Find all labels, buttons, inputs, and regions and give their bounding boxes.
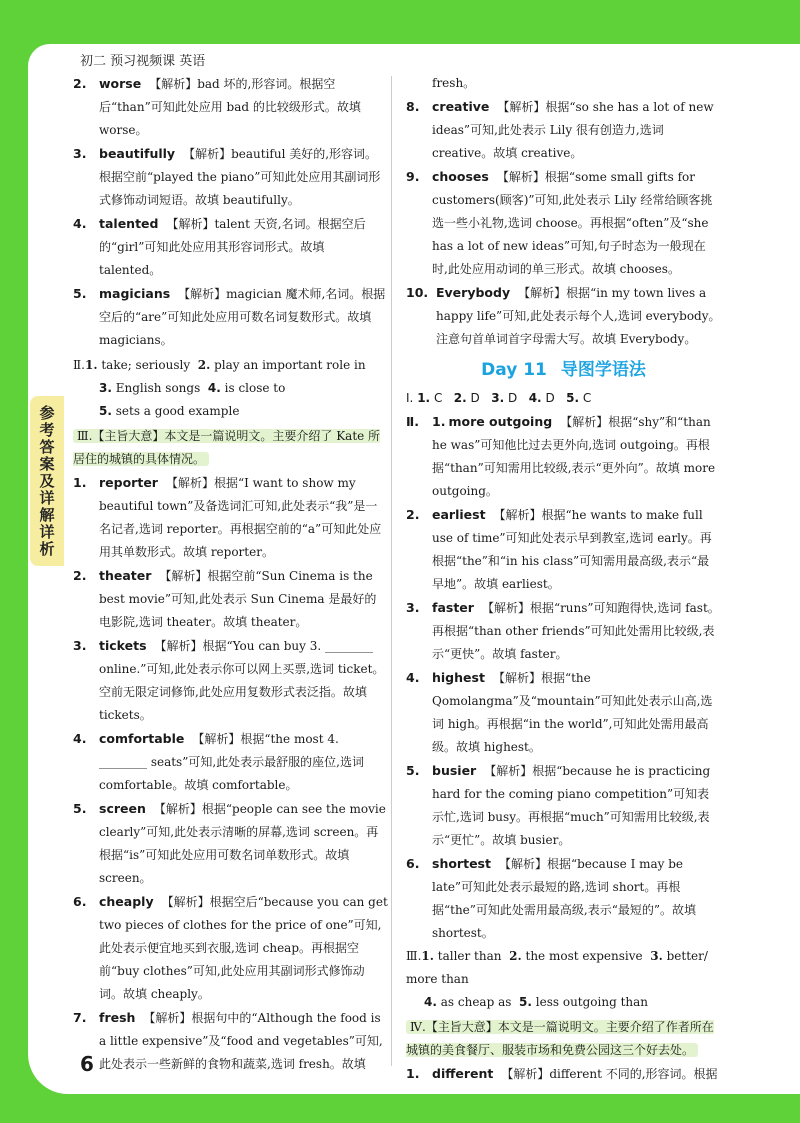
answer-word: fresh [99, 1010, 136, 1025]
item-number: 3. [406, 600, 420, 615]
section-label: Ⅱ. [406, 414, 419, 429]
phrase: sets a good example [115, 404, 240, 418]
answer-word: shortest [432, 856, 491, 871]
answer-item [73, 890, 388, 1006]
explanation: 【解析】根据句中的“Although the food is a little expensive”及“food and vegetables”可知,此处表示一些新鲜的食物和蔬菜,选词 fresh。故填 [99, 1011, 383, 1071]
answer-item [73, 564, 388, 634]
answer-item [406, 759, 721, 852]
explanation: 【解析】different 不同的,形容词。根据 [501, 1067, 718, 1081]
day-heading [406, 357, 721, 383]
answer-item [406, 503, 721, 596]
answer-item [406, 852, 721, 945]
explanation: 【解析】根据“people can see the movie clearly”可知,此处表示清晰的屏幕,选词 screen。再根据“is”可知此处应用可数名词单数形式。故填 screen。 [99, 802, 386, 885]
item-number: 1. [417, 391, 431, 405]
answer-item [406, 281, 721, 351]
phrase: take; seriously [101, 358, 191, 372]
explanation: 【解析】根据“in my town lives a happy life”可知,此处表示每个人,选词 everybody。注意句首单词首字母需大写。故填 Everybody。 [436, 286, 721, 346]
explanation: 【解析】根据“the most 4. ________ seats”可知,此处表示最舒服的座位,选词 comfortable。故填 comfortable。 [99, 732, 364, 792]
item-number: 4. [528, 391, 542, 405]
answer-item [73, 212, 388, 282]
item-number: 2. [73, 76, 87, 91]
item-number: 5. [406, 763, 420, 778]
section-3-summary: Ⅲ.【主旨大意】本文是一篇说明文。主要介绍了 Kate 所居住的城镇的具体情况。 [73, 429, 381, 466]
item-number: 8. [406, 99, 420, 114]
answer-item [406, 165, 721, 281]
continuation-text: fresh。 [432, 76, 476, 90]
explanation: 【解析】magician 魔术师,名词。根据空后的“are”可知此处应用可数名词复数形式。故填 magicians。 [99, 287, 386, 347]
choice: D [470, 391, 480, 405]
answer-word: magicians [99, 286, 171, 301]
section-3-phrases [406, 945, 721, 1014]
answer-word: reporter [99, 475, 158, 490]
phrase: is close to [224, 381, 286, 395]
section-2-phrases [73, 354, 388, 423]
item-number: 4. [73, 216, 87, 231]
answer-word: creative [432, 99, 490, 114]
item-number: 6. [406, 856, 420, 871]
answer-word: beautifully [99, 146, 176, 161]
phrase: the most expensive [525, 949, 643, 963]
explanation: 【解析】根据“runs”可知跑得快,选词 fast。再根据“than other friends”可知此处需用比较级,表示“更快”。故填 faster。 [432, 601, 720, 661]
answer-word: talented [99, 216, 159, 231]
day-subtitle: 导图学语法 [560, 360, 646, 380]
choice: C [433, 391, 443, 405]
section-label: Ⅰ. [406, 391, 414, 405]
explanation: 【解析】bad 坏的,形容词。根据空后“than”可知此处应用 bad 的比较级形式。故填 worse。 [99, 77, 361, 137]
phrase: as cheap as [440, 995, 512, 1009]
item-number: 5. [519, 995, 532, 1009]
answer-item [406, 410, 721, 503]
item-number: 2. [406, 507, 420, 522]
item-number: 10. [406, 285, 429, 300]
answer-word: Everybody [436, 285, 511, 300]
page-header: 初二 预习视频课 英语 [80, 54, 206, 69]
phrase: English songs [115, 381, 201, 395]
item-number: 4. [406, 670, 420, 685]
item-number [406, 410, 419, 433]
answer-item [406, 666, 721, 759]
answer-word: earliest [432, 507, 486, 522]
section-label: Ⅱ. [73, 358, 85, 372]
choice: D [507, 391, 518, 405]
explanation: 【解析】根据“some small gifts for customers(顾客)”可知,此处表示 Lily 经常给顾客挑选一些小礼物,选词 choose。再根据“often”及“she has a lot of new ideas”可知,句子时态为一般现在时,此处应用动词的单三形式。故填 chooses。 [432, 170, 713, 276]
right-column [406, 72, 721, 1086]
item-number: 1. [432, 414, 446, 429]
answer-item [73, 727, 388, 797]
item-number: 3. [73, 146, 87, 161]
side-tab [30, 396, 64, 566]
answer-item [406, 95, 721, 165]
phrase: better/ more than [406, 949, 708, 986]
item-number: 5. [73, 801, 87, 816]
page-number: 6 [80, 1052, 94, 1076]
answer-word: tickets [99, 638, 147, 653]
answer-word: worse [99, 76, 142, 91]
item-number: 5. [566, 391, 580, 405]
answer-word: screen [99, 801, 146, 816]
item-number: 6. [73, 894, 87, 909]
item-number: 3. [73, 638, 87, 653]
phrase: taller than [437, 949, 502, 963]
answer-word: busier [432, 763, 477, 778]
phrase: less outgoing than [535, 995, 649, 1009]
answer-word: more outgoing [448, 414, 553, 429]
section-label: Ⅲ. [406, 949, 422, 963]
answer-item [73, 72, 388, 142]
item-number: 9. [406, 169, 420, 184]
section-4-summary: Ⅳ.【主旨大意】本文是一篇说明文。主要介绍了作者所在城镇的美食餐厅、服装市场和免费公园这三个好去处。 [406, 1020, 714, 1057]
explanation: 【解析】根据“so she has a lot of new ideas”可知,此处表示 Lily 很有创造力,选词 creative。故填 creative。 [432, 100, 714, 160]
answer-item [73, 1006, 388, 1076]
item-number: 5. [99, 404, 112, 418]
item-number: 4. [73, 731, 87, 746]
answer-item [73, 797, 388, 890]
explanation: 【解析】beautiful 美好的,形容词。根据空前“played the piano”可知此处应用其副词形式修饰动词短语。故填 beautifully。 [99, 147, 381, 207]
explanation: 【解析】根据“You can buy 3. ________ online.”可知,此处表示你可以网上买票,选词 ticket。空前无限定词修饰,此处应用复数形式表泛指。故填 tickets。 [99, 639, 385, 722]
item-number: 4. [207, 381, 221, 395]
explanation: 【解析】根据“I want to show my beautiful town”及备选词汇可知,此处表示“我”是一名记者,选词 reporter。再根据空前的“a”可知此处应用其单数形式。故填 reporter。 [99, 476, 382, 559]
choice: D [545, 391, 555, 405]
explanation: 【解析】根据“because he is practicing hard for the coming piano competition”可知表示忙,选词 busy。再根据“much”可知需用比较级,表示“更忙”。故填 busier。 [432, 764, 711, 847]
explanation: 【解析】根据“he wants to make full use of time”可知此处表示早到教室,选词 early。再根据“the”和“in his class”可知需用最高级,表示“最早地”。故填 earliest。 [432, 508, 712, 591]
item-number: 5. [73, 286, 87, 301]
item-number: 1. [406, 1066, 420, 1081]
phrase: play an important role in [214, 358, 366, 372]
choice: C [582, 391, 592, 405]
explanation: 【解析】根据空前“Sun Cinema is the best movie”可知,此处表示 Sun Cinema 是最好的电影院,选词 theater。故填 theater。 [99, 569, 377, 629]
answer-item [73, 634, 388, 727]
answer-item [73, 471, 388, 564]
answer-word: highest [432, 670, 485, 685]
item-number: 7. [73, 1010, 87, 1025]
item-number: 1. [421, 949, 434, 963]
answer-word: faster [432, 600, 474, 615]
answer-word: comfortable [99, 731, 185, 746]
answer-word: chooses [432, 169, 489, 184]
answer-word: theater [99, 568, 152, 583]
answer-item [73, 142, 388, 212]
side-tab-label: 参考答案及详解详析 [37, 404, 56, 558]
section-1-choices [406, 387, 721, 410]
explanation: 【解析】根据“shy”和“than he was”可知他比过去更外向,选词 outgoing。再根据“than”可知需用比较级,表示“更外向”。故填 more outgoing。 [432, 415, 716, 498]
item-number: 1. [84, 358, 98, 372]
explanation: 【解析】talent 天资,名词。根据空后的“girl”可知此处应用其形容词形式。故填 talented。 [99, 217, 366, 277]
answer-item [406, 1062, 721, 1086]
item-number: 2. [73, 568, 87, 583]
item-number: 2. [453, 391, 467, 405]
item-number: 3. [491, 391, 505, 405]
explanation: 【解析】根据“because I may be late”可知此处表示最短的路,选词 short。再根据“the”可知此处需用最高级,表示“最短的”。故填 shortest。 [432, 857, 697, 940]
answer-word: cheaply [99, 894, 154, 909]
item-number: 3. [99, 381, 112, 395]
left-column [73, 72, 388, 1076]
item-number: 2. [509, 949, 522, 963]
answer-item [73, 282, 388, 352]
item-number: 4. [424, 995, 437, 1009]
item-number: 2. [197, 358, 211, 372]
explanation: 【解析】根据“the Qomolangma”及“mountain”可知此处表示山高,选词 high。再根据“in the world”,可知此处需用最高级。故填 highest。 [432, 671, 713, 754]
explanation: 【解析】根据空后“because you can get two pieces of clothes for the price of one”可知,此处表示便宜地买到衣服,选词 cheap。再根据空前“buy clothes”可知,此处应用其副词形式修饰动词。故填 cheaply。 [99, 895, 388, 1001]
day-title: Day 11 [481, 360, 547, 380]
item-number: 3. [650, 949, 663, 963]
answer-word: different [432, 1066, 494, 1081]
column-divider [391, 76, 392, 1066]
answer-item [406, 596, 721, 666]
item-number: 1. [73, 475, 87, 490]
